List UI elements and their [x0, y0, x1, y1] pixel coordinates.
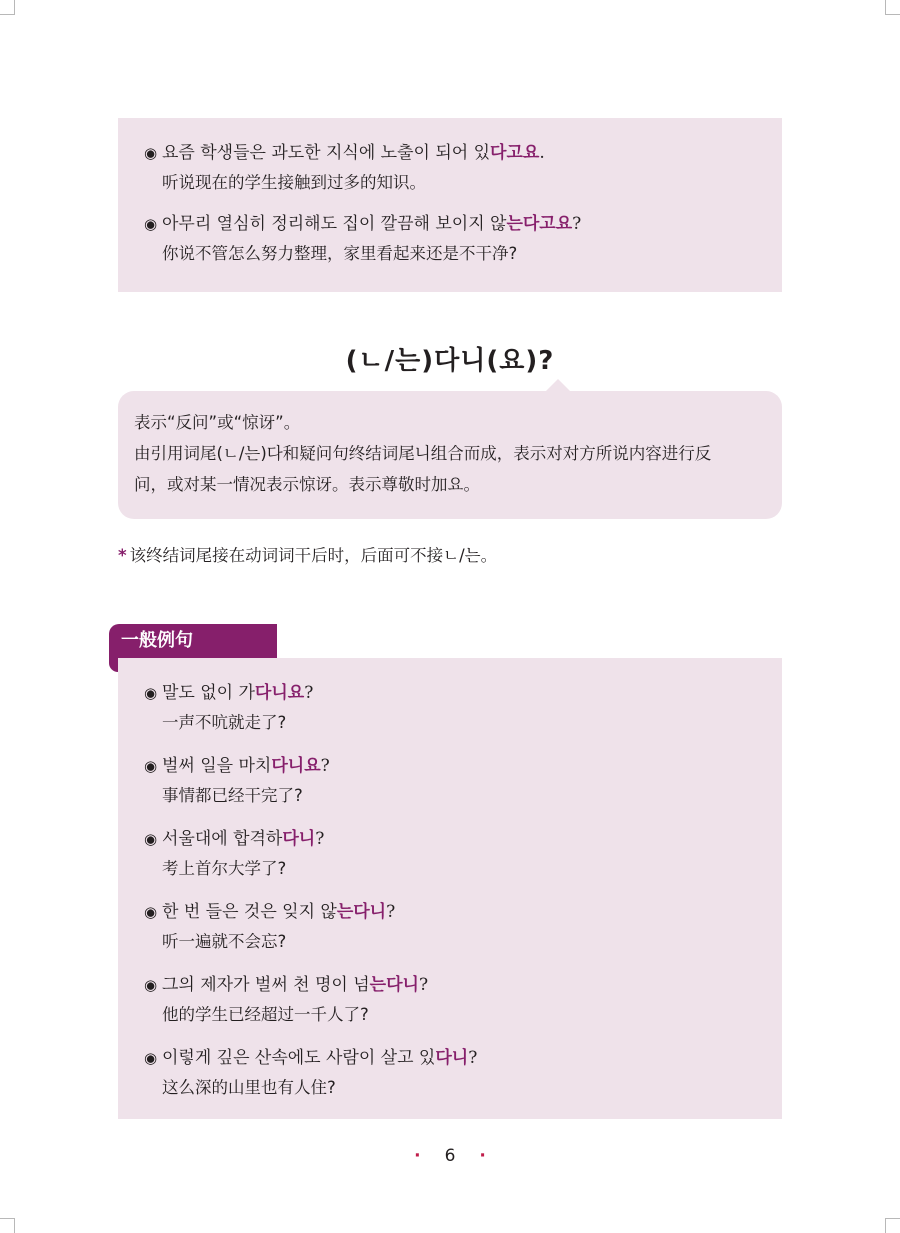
grammar-highlight: 다니	[435, 1048, 469, 1068]
korean-sentence	[144, 209, 782, 239]
example-item	[144, 138, 782, 198]
crop-mark-top-left	[0, 0, 15, 15]
page-number: 6	[444, 1146, 456, 1166]
grammar-highlight: 다니요	[254, 683, 305, 703]
footnote-text: 该终结词尾接在动词词干后时，后面可不接ㄴ/는。	[129, 546, 498, 565]
bullet-icon: ◉	[144, 757, 158, 775]
page-dot-left: ·	[414, 1146, 421, 1166]
korean-sentence	[144, 897, 782, 927]
footnote-star-icon: *	[118, 546, 127, 565]
explanation-line: 表示“反问”或“惊讶”。	[134, 413, 301, 432]
bullet-icon: ◉	[144, 1049, 158, 1067]
korean-text: 한 번 들은 것은 잊지 않	[162, 902, 337, 922]
grammar-title: (ㄴ/는)다니(요)?	[345, 346, 555, 376]
chinese-translation: 他的学生已经超过一千人了?	[162, 1005, 369, 1024]
bullet-icon: ◉	[144, 976, 158, 994]
korean-text: 서울대에 합격하	[162, 829, 283, 849]
grammar-highlight: 다니	[282, 829, 316, 849]
bullet-icon: ◉	[144, 215, 158, 233]
korean-text: 그의 제자가 벌써 천 명이 넘	[162, 975, 370, 995]
grammar-highlight: 는다니	[369, 975, 419, 995]
chinese-translation: 听说现在的学生接触到过多的知识。	[162, 173, 426, 192]
explanation-line: 问，或对某一情况表示惊讶。表示尊敬时加요。	[134, 475, 480, 494]
speech-bubble-notch	[545, 379, 571, 392]
bullet-icon: ◉	[144, 144, 158, 162]
example-item	[144, 824, 782, 884]
chinese-translation: 这么深的山里也有人住?	[162, 1078, 336, 1097]
korean-sentence	[144, 751, 782, 781]
crop-mark-bottom-right	[885, 1218, 900, 1233]
korean-text: 이렇게 깊은 산속에도 사람이 살고 있	[162, 1048, 436, 1068]
korean-punctuation: ?	[304, 683, 314, 703]
chinese-translation: 听一遍就不会忘?	[162, 932, 287, 951]
korean-text: 벌써 일을 마치	[162, 756, 272, 776]
chinese-translation: 你说不管怎么努力整理，家里看起来还是不干净?	[162, 244, 518, 263]
grammar-highlight: 는다고요	[506, 214, 573, 234]
grammar-explanation-box	[118, 391, 782, 519]
bullet-icon: ◉	[144, 684, 158, 702]
example-item	[144, 897, 782, 957]
bullet-icon: ◉	[144, 903, 158, 921]
grammar-highlight: 다고요	[490, 143, 540, 163]
example-item	[144, 678, 782, 738]
crop-mark-bottom-left	[0, 1218, 15, 1233]
korean-punctuation: ?	[468, 1048, 478, 1068]
korean-punctuation: ?	[386, 902, 396, 922]
section-label: 一般例句	[109, 624, 277, 658]
explanation-line: 由引用词尾(ㄴ/는)다和疑问句终结词尾니组合而成，表示对对方所说内容进行反	[134, 444, 712, 463]
korean-punctuation: ?	[315, 829, 325, 849]
chinese-translation: 考上首尔大学了?	[162, 859, 287, 878]
grammar-footnote	[118, 543, 497, 569]
korean-text: 말도 없이 가	[162, 683, 255, 703]
page-number-footer	[0, 1142, 900, 1170]
example-item	[144, 209, 782, 269]
korean-punctuation: ?	[572, 214, 582, 234]
korean-punctuation: ?	[418, 975, 429, 995]
intro-examples-panel	[118, 118, 782, 292]
korean-sentence	[144, 138, 782, 168]
crop-mark-top-right	[885, 0, 900, 15]
examples-panel	[118, 658, 782, 1119]
grammar-highlight: 는다니	[336, 902, 387, 922]
page-dot-right: ·	[479, 1146, 486, 1166]
example-item	[144, 751, 782, 811]
grammar-highlight: 다니요	[271, 756, 321, 776]
korean-punctuation: ?	[320, 756, 330, 776]
korean-punctuation: .	[539, 143, 545, 163]
korean-text: 요즘 학생들은 과도한 지식에 노출이 되어 있	[162, 143, 491, 163]
korean-sentence	[144, 678, 782, 708]
korean-text: 아무리 열심히 정리해도 집이 깔끔해 보이지 않	[162, 214, 507, 234]
chinese-translation: 一声不吭就走了?	[162, 713, 287, 732]
korean-sentence	[144, 1043, 782, 1073]
example-item	[144, 970, 782, 1030]
bullet-icon: ◉	[144, 830, 158, 848]
korean-sentence	[144, 970, 782, 1000]
example-item	[144, 1043, 782, 1103]
chinese-translation: 事情都已经干完了?	[162, 786, 303, 805]
korean-sentence	[144, 824, 782, 854]
